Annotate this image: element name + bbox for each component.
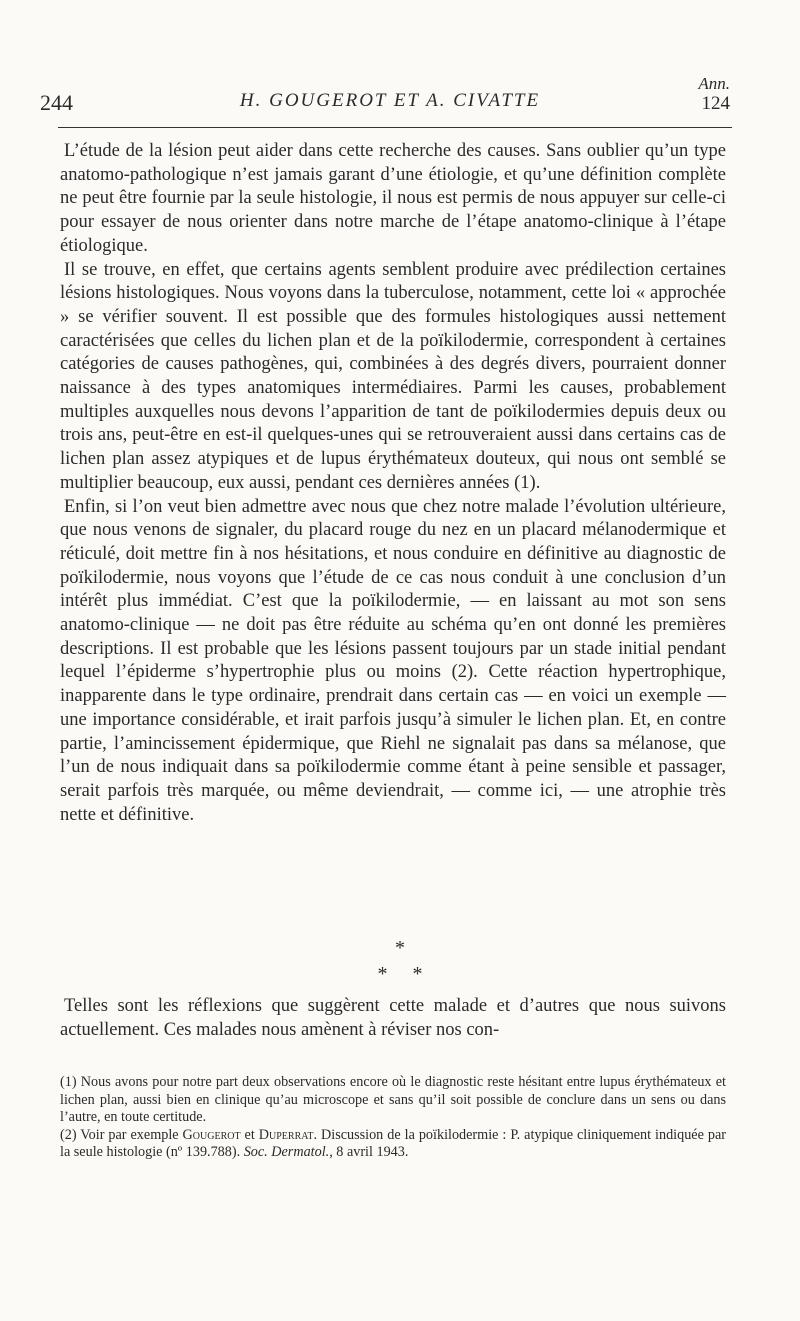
paragraph-4: Telles sont les réflexions que suggèrent cette malade et d’autres que nous suivons actuellement. Ces malades nous amènent à réviser nos con- (60, 996, 726, 1040)
footnote-2-journal: Soc. Dermatol. (243, 1144, 330, 1161)
page-number: 244 (40, 90, 73, 115)
footnote-2-author-2: Duperrat (258, 1126, 314, 1143)
section-separator (0, 935, 800, 987)
footnote-2-conjunction: et (240, 1126, 259, 1143)
footnote-2-author-1: Gougerot (182, 1126, 241, 1143)
running-title: H. GOUGEROT ET A. CIVATTE (239, 90, 541, 111)
header-rule (58, 127, 732, 128)
asterism-right: * (412, 963, 423, 985)
paragraph-1: L’étude de la lésion peut aider dans cette recherche des causes. Sans oublier qu’un type anatomo-pathologique n’est jamais garant d’une étiologie, et qu’une définition complète ne peut être fournie par la seule histologie, il nous est permis de nous appuyer sur celle-ci pour essayer de nous orienter dans notre marche de l’étape anatomo-clinique à l’étape étiologique. (60, 141, 726, 256)
footnote-2-lead: (2) Voir par exemple (60, 1126, 183, 1143)
footnote-2-body: . Discussion de la poïkilodermie : P. atypique cliniquement indiquée par la seule histologie (nº 139.788). (60, 1126, 726, 1161)
journal-abbreviation: Ann. (698, 74, 730, 93)
footnote-2 (60, 1127, 726, 1162)
footnotes (60, 1074, 726, 1162)
footnote-2-date: , 8 avril 1943. (329, 1144, 409, 1161)
journal-reference (698, 74, 730, 114)
asterism-left: * (377, 963, 388, 985)
asterism-top: * (395, 937, 405, 959)
page-header (40, 70, 740, 126)
section-text (60, 995, 726, 1042)
paragraph-2: Il se trouve, en effet, que certains agents semblent produire avec prédilection certaines lésions histologiques. Nous voyons dans la tuberculose, notamment, cette loi « approchée » se vérifier souvent. Il est possible que des formules histologiques aussi nettement caractérisées que celles du lichen plan et de la poïkilodermie, correspondent à certaines catégories de causes pathogènes, qui, combinées à des degrés divers, pourraient donner naissance à des types anatomiques intermédiaires. Parmi les causes, probablement multiples auxquelles nous devons l’apparition de tant de poïkilodermies depuis deux ou trois ans, peut-être en est-il quelques-unes qui se retrouveraient aussi dans certains cas de lichen plan assez atypiques et de lupus érythémateux douteux, qui nous ont semblé se multiplier beaucoup, eux aussi, pendant ces dernières années (1). (60, 259, 726, 493)
paragraph-3: Enfin, si l’on veut bien admettre avec nous que chez notre malade l’évolution ultérieure, que nous venons de signaler, du placard rouge du nez en un placard mélanodermique et réticulé, doit mettre fin à nos hésitations, et nous conduire en définitive au diagnostic de poïkilodermie, nous voyons que l’étude de ce cas nous conduit à une conclusion d’un intérêt plus immédiat. C’est que la poïkilodermie, — en laissant au mot son sens anatomo-clinique — ne doit pas être réduite au schéma qu’en ont donné les premières descriptions. Il est probable que les lésions passent toujours par un stade initial pendant lequel l’épiderme s’hypertrophie plus ou moins (2). Cette réaction hypertrophique, inapparente dans le type ordinaire, prendrait dans certain cas — en voici un exemple — une importance considérable, et irait parfois jusqu’à simuler le lichen plan. Et, en contre partie, l’amincissement épidermique, que Riehl ne signalait pas dans sa mélanose, que l’un de nous indiquait dans sa poïkilodermie comme étant à peine sensible et passager, serait parfois très marquée, ou même deviendrait, — comme ici, — une atrophie très nette et définitive. (60, 496, 726, 825)
journal-volume: 124 (701, 93, 730, 114)
footnote-1: (1) Nous avons pour notre part deux observations encore où le diagnostic reste hésitant entre lupus érythémateux et lichen plan, aussi bien en clinique qu’au microscope et sans qu’il soit possible de conclure dans un sens ou dans l’autre, en toute certitude. (60, 1074, 726, 1126)
asterism-bottom (0, 961, 800, 987)
main-text (60, 140, 726, 827)
